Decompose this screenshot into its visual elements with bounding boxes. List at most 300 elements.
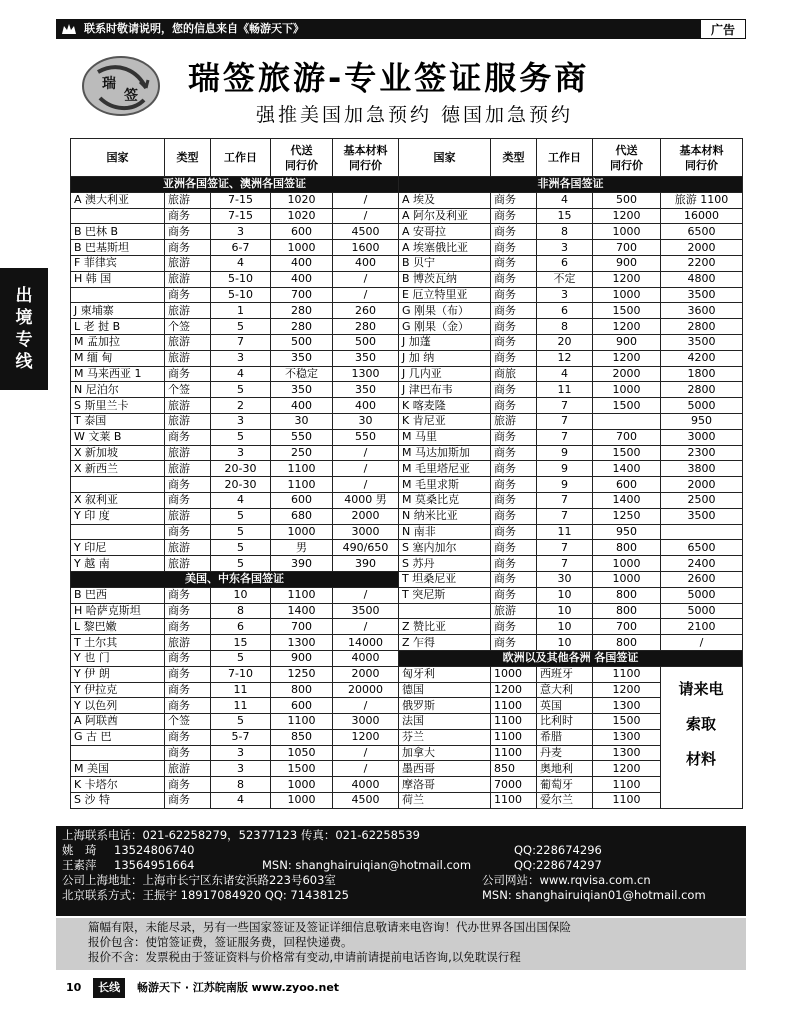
cell-material: 2500 xyxy=(661,492,743,508)
cell-price: 950 xyxy=(593,524,661,540)
cell-type: 商务 xyxy=(165,603,211,619)
cell-country: 葡萄牙 xyxy=(537,777,593,793)
cell-days: 5 xyxy=(211,319,271,335)
cell-type: 旅游 xyxy=(165,255,211,271)
side-tab-char: 境 xyxy=(15,308,33,328)
section-header-asia: 亚洲各国签证、澳洲各国签证 xyxy=(71,177,399,193)
cell-country: Y 伊拉克 xyxy=(71,682,165,698)
cell-price: 1200 xyxy=(593,271,661,287)
table-row xyxy=(399,635,743,651)
cell-days: 9 xyxy=(537,461,593,477)
cell-days: 5 xyxy=(211,650,271,666)
cell-price: 1000 xyxy=(491,666,537,682)
cell-country: T 突尼斯 xyxy=(399,587,491,603)
cell-country: Y 伊 朗 xyxy=(71,666,165,682)
cell-days: 8 xyxy=(537,224,593,240)
cell-country: A 埃塞俄比亚 xyxy=(399,240,491,256)
cell-days: 10 xyxy=(537,635,593,651)
table-row xyxy=(71,429,399,445)
cell-price: 900 xyxy=(271,650,333,666)
cell-days: 7 xyxy=(537,398,593,414)
contact-msn-wang: MSN: shanghairuiqian@hotmail.com xyxy=(262,858,472,872)
cell-country: W 文莱 B xyxy=(71,429,165,445)
cell-country: F 菲律宾 xyxy=(71,255,165,271)
request-materials-note xyxy=(660,672,742,777)
cell-material: / xyxy=(333,698,399,714)
cell-type: 旅游 xyxy=(491,603,537,619)
cell-type: 商务 xyxy=(491,334,537,350)
cell-material: 350 xyxy=(333,350,399,366)
cell-country xyxy=(71,287,165,303)
cell-days: 4 xyxy=(211,255,271,271)
table-row xyxy=(399,240,743,256)
cell-material: / xyxy=(333,761,399,777)
cell-country: J 津巴布韦 xyxy=(399,382,491,398)
cell-days: 10 xyxy=(537,587,593,603)
cell-country: M 马来西亚 1 xyxy=(71,366,165,382)
table-row xyxy=(399,350,743,366)
cell-material: 5000 xyxy=(661,603,743,619)
cell-country: T 泰国 xyxy=(71,413,165,429)
cell-days: 10 xyxy=(211,587,271,603)
table-row xyxy=(399,556,743,572)
cell-material: / xyxy=(333,745,399,761)
cell-price: 1400 xyxy=(593,461,661,477)
cell-material: 490/650 xyxy=(333,540,399,556)
cell-days: 1 xyxy=(211,303,271,319)
cell-days: 3 xyxy=(211,413,271,429)
cell-type: 商务 xyxy=(165,666,211,682)
cell-type: 商务 xyxy=(491,208,537,224)
cell-type: 商务 xyxy=(491,571,537,587)
cell-country: K 卡塔尔 xyxy=(71,777,165,793)
cell-price: 1500 xyxy=(271,761,333,777)
cell-type: 商务 xyxy=(491,319,537,335)
cell-days: 6 xyxy=(537,255,593,271)
cell-country: A 安哥拉 xyxy=(399,224,491,240)
cell-type: 旅游 xyxy=(165,303,211,319)
cell-type: 商务 xyxy=(165,524,211,540)
table-row xyxy=(71,603,399,619)
cell-price: 1250 xyxy=(593,508,661,524)
cell-country: 俄罗斯 xyxy=(399,698,491,714)
table-row xyxy=(71,413,399,429)
cell-price: 600 xyxy=(271,224,333,240)
table-row xyxy=(71,303,399,319)
cell-days: 11 xyxy=(537,382,593,398)
cell-days: 9 xyxy=(537,445,593,461)
cell-country: 加拿大 xyxy=(399,745,491,761)
cell-country: Z 赞比亚 xyxy=(399,619,491,635)
cell-material: 500 xyxy=(333,334,399,350)
cell-type: 商务 xyxy=(165,477,211,493)
cell-days: 7 xyxy=(537,508,593,524)
cell-type: 商务 xyxy=(165,777,211,793)
cell-days: 11 xyxy=(211,698,271,714)
cell-country: B 博茨瓦纳 xyxy=(399,271,491,287)
cell-country: M 孟加拉 xyxy=(71,334,165,350)
cell-days: 20 xyxy=(537,334,593,350)
contact-phone-wang: 13564951664 xyxy=(114,858,195,872)
cell-material: 400 xyxy=(333,255,399,271)
cell-type: 旅游 xyxy=(165,461,211,477)
cell-price: 1100 xyxy=(491,714,537,730)
request-line: 请来电 xyxy=(678,680,724,698)
cell-price: 1000 xyxy=(593,556,661,572)
table-row xyxy=(399,619,743,635)
cell-price: 350 xyxy=(271,350,333,366)
cell-type: 商务 xyxy=(491,492,537,508)
cell-material: 2400 xyxy=(661,556,743,572)
cell-price: 2000 xyxy=(593,366,661,382)
col-header-days: 工作日 xyxy=(211,139,271,177)
cell-material: 3500 xyxy=(661,508,743,524)
cell-type: 商务 xyxy=(491,224,537,240)
cell-country: S 塞内加尔 xyxy=(399,540,491,556)
cell-price: 600 xyxy=(271,492,333,508)
cell-days: 7 xyxy=(537,540,593,556)
cell-type: 个签 xyxy=(165,382,211,398)
cell-type: 旅游 xyxy=(165,350,211,366)
cell-type: 商务 xyxy=(491,240,537,256)
cell-type: 商务 xyxy=(165,619,211,635)
cell-type: 商务 xyxy=(491,271,537,287)
cell-type: 旅游 xyxy=(165,445,211,461)
table-row xyxy=(399,224,743,240)
cell-country xyxy=(71,208,165,224)
cell-price: 280 xyxy=(271,319,333,335)
cell-price: 1200 xyxy=(593,682,661,698)
cell-price: 800 xyxy=(593,603,661,619)
cell-country: K 喀麦隆 xyxy=(399,398,491,414)
table-row xyxy=(71,745,399,761)
side-tab xyxy=(0,268,48,390)
cell-price: 1100 xyxy=(271,477,333,493)
cell-country: A 澳大利亚 xyxy=(71,192,165,208)
cell-type: 旅游 xyxy=(165,540,211,556)
cell-price: 1100 xyxy=(491,729,537,745)
cell-days: 不定 xyxy=(537,271,593,287)
cell-country: G 刚果（布） xyxy=(399,303,491,319)
cell-price: 1100 xyxy=(271,587,333,603)
price-line2: 同行价 xyxy=(610,158,643,172)
table-row xyxy=(399,524,743,540)
cell-days: 20-30 xyxy=(211,477,271,493)
table-row xyxy=(399,271,743,287)
cell-country: M 马达加斯加 xyxy=(399,445,491,461)
cell-days: 10 xyxy=(537,619,593,635)
material-line1: 基本材料 xyxy=(679,143,724,157)
company-website[interactable]: 公司网站：www.rqvisa.com.cn xyxy=(482,873,651,887)
cell-price: 1200 xyxy=(593,350,661,366)
cell-material: / xyxy=(333,477,399,493)
cell-days: 3 xyxy=(211,224,271,240)
cell-days: 7-15 xyxy=(211,208,271,224)
source-notice: 联系时敬请说明，您的信息来自《畅游天下》 xyxy=(84,22,304,35)
cell-days: 15 xyxy=(537,208,593,224)
note-line: 报价不含：发票税由于签证资料与价格常有变动,申请前请提前电话咨询,以免耽误行程 xyxy=(88,950,521,964)
cell-type: 商务 xyxy=(491,287,537,303)
cell-price: 1000 xyxy=(271,524,333,540)
table-row xyxy=(399,334,743,350)
table-row xyxy=(71,366,399,382)
col-header-type: 类型 xyxy=(165,139,211,177)
cell-price: 900 xyxy=(593,255,661,271)
col-header-type: 类型 xyxy=(491,139,537,177)
cell-type: 商务 xyxy=(491,635,537,651)
cell-type: 商务 xyxy=(165,240,211,256)
cell-type: 旅游 xyxy=(165,635,211,651)
cell-country xyxy=(399,603,491,619)
cell-type: 商务 xyxy=(165,224,211,240)
cell-country: J 柬埔寨 xyxy=(71,303,165,319)
cell-days: 5-7 xyxy=(211,729,271,745)
table-row xyxy=(399,508,743,524)
table-row xyxy=(71,666,399,682)
cell-price: 1300 xyxy=(271,635,333,651)
cell-country: K 肯尼亚 xyxy=(399,413,491,429)
cell-type: 商务 xyxy=(165,429,211,445)
cell-days: 5 xyxy=(211,540,271,556)
cell-material: 4000 xyxy=(333,777,399,793)
contact-qq-yao: QQ:228674296 xyxy=(514,843,602,857)
cell-days: 5-10 xyxy=(211,271,271,287)
cell-days: 5 xyxy=(211,714,271,730)
cell-country: M 马里 xyxy=(399,429,491,445)
cell-type: 商务 xyxy=(491,429,537,445)
section-header-africa: 非洲各国签证 xyxy=(399,177,743,193)
cell-country: X 新加坡 xyxy=(71,445,165,461)
cell-material: 2000 xyxy=(333,666,399,682)
cell-country: 法国 xyxy=(399,714,491,730)
cell-price: 1000 xyxy=(271,777,333,793)
cell-price: 700 xyxy=(593,619,661,635)
table-row xyxy=(399,303,743,319)
table-row xyxy=(71,192,399,208)
cell-type: 商务 xyxy=(491,540,537,556)
cell-type: 商务 xyxy=(165,492,211,508)
cell-days: 5 xyxy=(211,508,271,524)
cell-price: 800 xyxy=(271,682,333,698)
table-row xyxy=(71,729,399,745)
section-header-america: 美国、中东各国签证 xyxy=(71,571,399,587)
cell-country: B 巴西 xyxy=(71,587,165,603)
table-row xyxy=(71,508,399,524)
cell-days: 3 xyxy=(211,445,271,461)
cell-country: M 莫桑比克 xyxy=(399,492,491,508)
col-header-country: 国家 xyxy=(71,139,165,177)
side-tab-char: 出 xyxy=(15,286,33,306)
col-header-price xyxy=(593,139,661,177)
cell-days: 6 xyxy=(211,619,271,635)
cell-material: 4000 男 xyxy=(333,492,399,508)
cell-days: 7 xyxy=(537,556,593,572)
cell-country xyxy=(71,477,165,493)
cell-price: 1100 xyxy=(491,793,537,809)
cell-type: 商务 xyxy=(491,303,537,319)
table-row xyxy=(71,492,399,508)
cell-material: / xyxy=(333,208,399,224)
table-row xyxy=(71,224,399,240)
cell-type: 商务 xyxy=(165,745,211,761)
cell-country: N 纳米比亚 xyxy=(399,508,491,524)
cell-price: 1500 xyxy=(593,445,661,461)
cell-price: 800 xyxy=(593,635,661,651)
price-line2: 同行价 xyxy=(285,158,318,172)
cell-material: 3800 xyxy=(661,461,743,477)
cell-price: 1050 xyxy=(271,745,333,761)
cell-days: 4 xyxy=(537,192,593,208)
cell-material: 280 xyxy=(333,319,399,335)
cell-price: 700 xyxy=(593,240,661,256)
cell-material: 4500 xyxy=(333,793,399,809)
cell-price: 1100 xyxy=(491,698,537,714)
cell-material: / xyxy=(333,271,399,287)
table-row xyxy=(399,540,743,556)
cell-days: 8 xyxy=(211,603,271,619)
cell-type: 旅游 xyxy=(165,192,211,208)
cell-price: 1100 xyxy=(271,714,333,730)
cell-country: M 毛里塔尼亚 xyxy=(399,461,491,477)
cell-days: 7 xyxy=(211,334,271,350)
cell-price: 1250 xyxy=(271,666,333,682)
cell-price: 1100 xyxy=(593,793,661,809)
table-row xyxy=(399,477,743,493)
request-line: 索取 xyxy=(685,715,716,733)
cell-type: 商务 xyxy=(491,255,537,271)
cell-price: 不稳定 xyxy=(271,366,333,382)
cell-price: 1500 xyxy=(593,714,661,730)
cell-country: J 加蓬 xyxy=(399,334,491,350)
table-header xyxy=(399,139,743,177)
cell-material: 1600 xyxy=(333,240,399,256)
cell-price: 800 xyxy=(593,540,661,556)
cell-price: 1500 xyxy=(593,303,661,319)
table-row xyxy=(399,192,743,208)
cell-days: 4 xyxy=(211,366,271,382)
cell-material: 2100 xyxy=(661,619,743,635)
cell-country: Y 以色列 xyxy=(71,698,165,714)
cell-country: S 苏丹 xyxy=(399,556,491,572)
cell-type: 商务 xyxy=(491,445,537,461)
cell-material: 950 xyxy=(661,413,743,429)
cell-material: / xyxy=(333,587,399,603)
cell-type: 商务 xyxy=(491,192,537,208)
cell-days: 3 xyxy=(211,350,271,366)
cell-material: 14000 xyxy=(333,635,399,651)
ad-tag: 广告 xyxy=(700,19,746,39)
cell-country: 芬兰 xyxy=(399,729,491,745)
cell-material: 260 xyxy=(333,303,399,319)
cell-days: 9 xyxy=(537,477,593,493)
cell-material: 6500 xyxy=(661,224,743,240)
cell-material: 1800 xyxy=(661,366,743,382)
cell-type: 商务 xyxy=(165,682,211,698)
cell-price: 30 xyxy=(271,413,333,429)
request-line: 材料 xyxy=(685,750,716,768)
cell-type: 商务 xyxy=(165,650,211,666)
top-banner xyxy=(56,19,746,39)
cell-material: / xyxy=(661,635,743,651)
cell-days: 4 xyxy=(211,793,271,809)
cell-country: J 加 纳 xyxy=(399,350,491,366)
logo-char-2: 签 xyxy=(124,88,138,104)
price-line1: 代送 xyxy=(615,143,638,157)
cell-type: 旅游 xyxy=(165,556,211,572)
table-row xyxy=(399,445,743,461)
cell-country: 奥地利 xyxy=(537,761,593,777)
cell-days: 4 xyxy=(537,366,593,382)
cell-price: 1020 xyxy=(271,192,333,208)
material-line1: 基本材料 xyxy=(343,143,388,157)
cell-material: 3000 xyxy=(333,714,399,730)
cell-days: 6 xyxy=(537,303,593,319)
company-logo xyxy=(80,54,162,118)
note-line: 报价包含：使馆签证费，签证服务费，回程快递费。 xyxy=(88,935,353,949)
cell-days: 7-15 xyxy=(211,192,271,208)
contact-qq-wang: QQ:228674297 xyxy=(514,858,602,872)
cell-days: 5 xyxy=(211,382,271,398)
cell-price: 600 xyxy=(271,698,333,714)
company-address: 公司上海地址：上海市长宁区东诸安浜路223号603室 xyxy=(62,873,336,887)
cell-country: 爱尔兰 xyxy=(537,793,593,809)
table-row xyxy=(399,492,743,508)
cell-country: 英国 xyxy=(537,698,593,714)
cell-days: 8 xyxy=(211,777,271,793)
cell-type: 商务 xyxy=(165,698,211,714)
table-row xyxy=(71,334,399,350)
cell-material: 4000 xyxy=(333,650,399,666)
cell-type: 商旅 xyxy=(491,366,537,382)
cell-material: 3500 xyxy=(661,334,743,350)
cell-country: Z 乍得 xyxy=(399,635,491,651)
table-header xyxy=(71,139,399,177)
cell-days: 7 xyxy=(537,429,593,445)
page-number: 10 xyxy=(66,981,82,994)
table-row xyxy=(399,571,743,587)
cell-material: 6500 xyxy=(661,540,743,556)
cell-material: 30 xyxy=(333,413,399,429)
cell-price: 400 xyxy=(271,255,333,271)
table-row xyxy=(71,587,399,603)
cell-country: B 巴林 B xyxy=(71,224,165,240)
cell-price: 500 xyxy=(271,334,333,350)
cell-country: X 新西兰 xyxy=(71,461,165,477)
cell-country: G 刚果（金） xyxy=(399,319,491,335)
col-header-material xyxy=(661,139,743,177)
table-row xyxy=(399,255,743,271)
cell-price: 400 xyxy=(271,271,333,287)
table-row xyxy=(71,540,399,556)
cell-days: 3 xyxy=(537,240,593,256)
cell-country: 西班牙 xyxy=(537,666,593,682)
cell-days: 11 xyxy=(537,524,593,540)
cell-material: 2800 xyxy=(661,319,743,335)
cell-country: 摩洛哥 xyxy=(399,777,491,793)
beijing-contact: 北京联系方式：王振宇 18917084920 QQ: 71438125 xyxy=(62,888,349,902)
cell-days: 15 xyxy=(211,635,271,651)
cell-country: S 沙 特 xyxy=(71,793,165,809)
table-row xyxy=(71,445,399,461)
cell-country xyxy=(71,745,165,761)
cell-country: A 埃及 xyxy=(399,192,491,208)
cell-days: 7 xyxy=(537,413,593,429)
note-line: 篇幅有限，未能尽录，另有一些国家签证及签证详细信息敬请来电咨询！代办世界各国出国保险 xyxy=(88,920,571,934)
cell-price: 1000 xyxy=(593,224,661,240)
cell-price: 男 xyxy=(271,540,333,556)
table-row xyxy=(71,287,399,303)
table-row xyxy=(71,524,399,540)
